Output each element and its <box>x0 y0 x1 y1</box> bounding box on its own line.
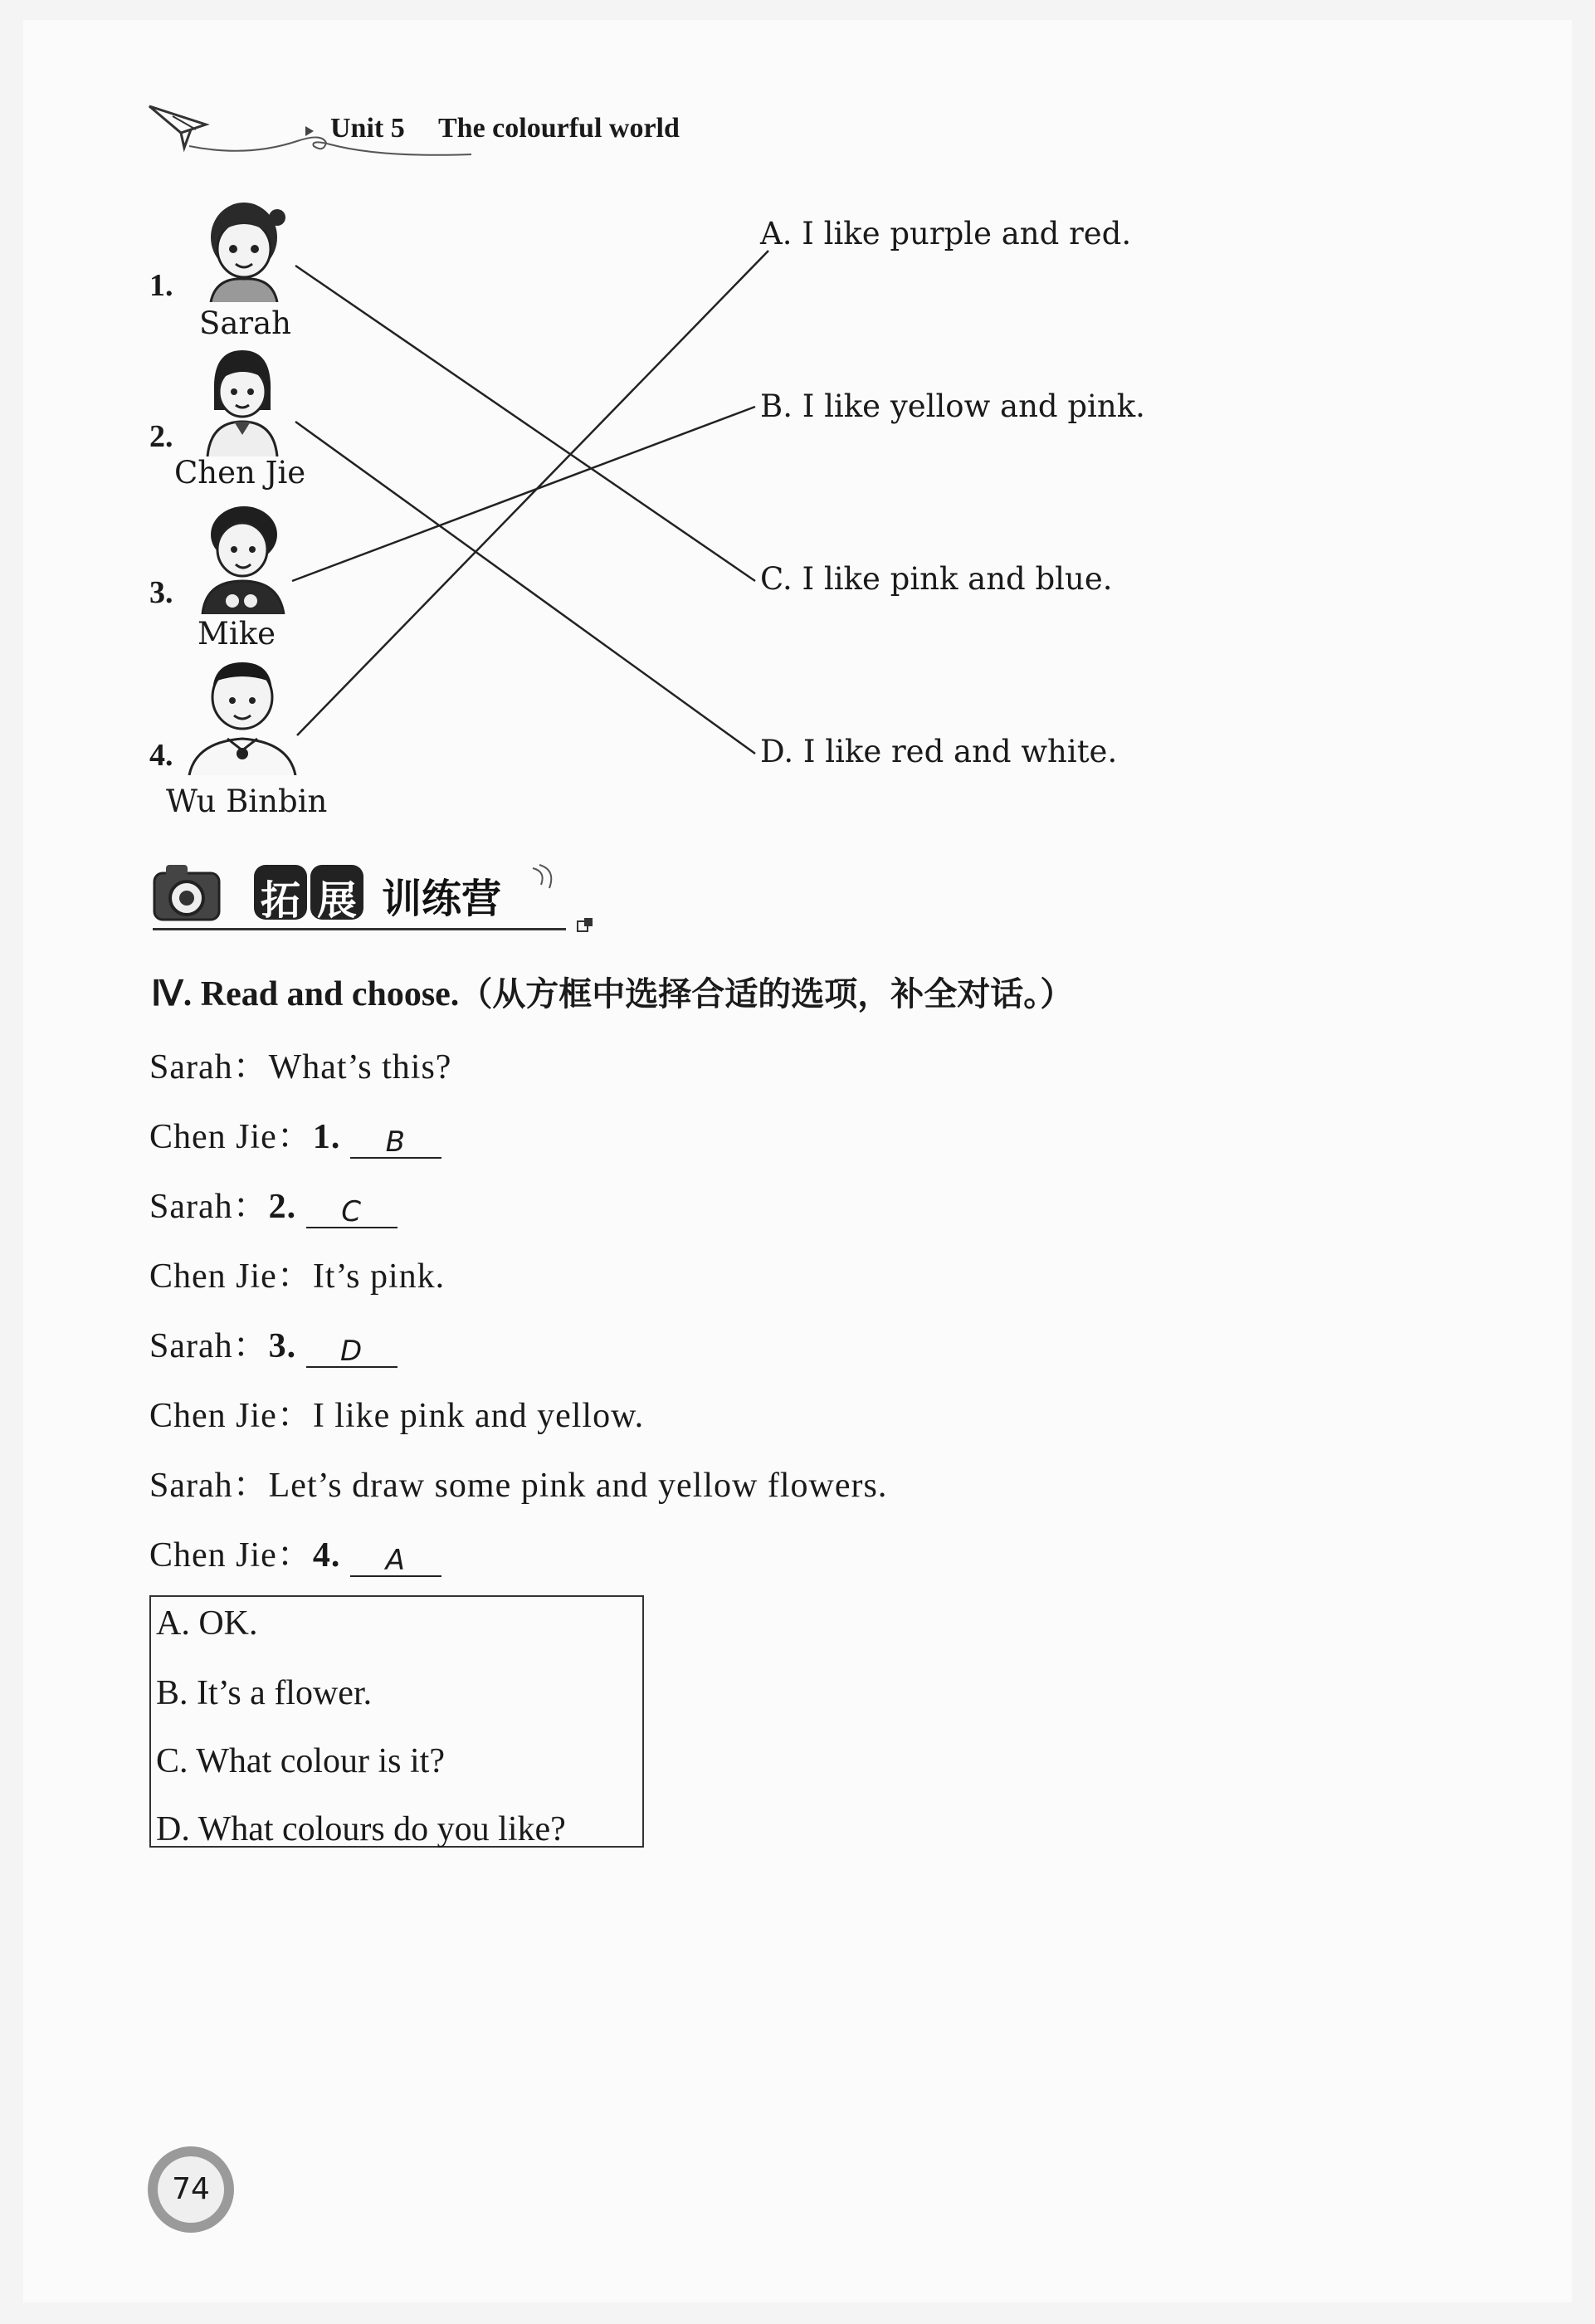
speaker: Sarah： <box>149 1188 269 1226</box>
dialogue-line-4 <box>149 1248 445 1298</box>
dialogue-line-1 <box>149 1039 451 1089</box>
unit-label: Unit 5 <box>330 113 405 144</box>
banner-badge-1-text: 拓 <box>261 877 301 924</box>
answer-blank-3[interactable] <box>306 1328 398 1368</box>
speaker: Sarah： <box>149 1327 269 1365</box>
page-number: 74 <box>158 2156 224 2223</box>
match-option-d: D. I like red and white. <box>760 734 1118 769</box>
speaker: Chen Jie： <box>149 1536 313 1575</box>
speaker: Sarah： <box>149 1048 269 1086</box>
child-name-mike: Mike <box>198 616 276 652</box>
answer-4: A <box>385 1544 406 1577</box>
answer-3: D <box>340 1335 363 1368</box>
banner-badge-2-text: 展 <box>317 877 358 924</box>
answer-blank-4[interactable] <box>350 1537 441 1577</box>
question-number: 1. <box>312 1118 341 1156</box>
match-option-a: A. I like purple and red. <box>760 216 1132 251</box>
child-name-chen-jie: Chen Jie <box>174 455 306 491</box>
section-instruction: （从方框中选择合适的选项，补全对话。） <box>459 975 1074 1013</box>
answer-1: B <box>385 1125 406 1159</box>
camera-icon <box>149 855 224 930</box>
corner-mark-icon <box>576 916 594 935</box>
item-number-3: 3. <box>149 575 173 610</box>
question-number: 4. <box>312 1536 341 1575</box>
match-line-2-d <box>295 422 755 754</box>
child-name-wu-binbin: Wu Binbin <box>166 784 328 819</box>
dialogue-line-7 <box>149 1457 887 1507</box>
speaker: Chen Jie： <box>149 1118 313 1156</box>
dialogue-text: I like pink and yellow. <box>312 1397 645 1435</box>
dialogue-line-3 <box>149 1179 398 1228</box>
question-number: 3. <box>268 1327 297 1365</box>
dialogue-line-8 <box>149 1527 441 1577</box>
matching-lines <box>0 0 1595 830</box>
answer-2: C <box>341 1195 363 1228</box>
match-line-4-a <box>297 251 768 735</box>
match-option-c: C. I like pink and blue. <box>760 561 1113 597</box>
choice-d: D. What colours do you like? <box>156 1810 566 1848</box>
section-heading <box>151 968 1073 1015</box>
choice-b: B. It’s a flower. <box>156 1674 373 1712</box>
answer-blank-2[interactable] <box>306 1189 398 1228</box>
banner-title: 训练营 <box>382 876 502 922</box>
match-option-b: B. I like yellow and pink. <box>760 388 1145 424</box>
match-line-3-b <box>292 407 755 581</box>
answer-blank-1[interactable] <box>350 1119 441 1159</box>
item-number-4: 4. <box>149 738 173 773</box>
item-number-1: 1. <box>149 268 173 303</box>
choices-box <box>149 1595 644 1848</box>
sound-wave-icon <box>528 863 561 890</box>
section-numeral: Ⅳ <box>151 975 183 1013</box>
page-number-badge <box>148 2146 234 2233</box>
dialogue-text: It’s pink. <box>312 1257 446 1296</box>
banner-underline <box>153 928 566 930</box>
speaker: Chen Jie： <box>149 1257 313 1296</box>
choice-c: C. What colour is it? <box>156 1742 445 1780</box>
speaker: Sarah： <box>149 1467 269 1505</box>
child-name-sarah: Sarah <box>199 305 291 341</box>
speaker: Chen Jie： <box>149 1397 313 1435</box>
section-title-text: . Read and choose. <box>183 975 460 1013</box>
choice-a: A. OK. <box>156 1604 258 1643</box>
dialogue-text: What’s this? <box>268 1048 452 1086</box>
unit-title: The colourful world <box>438 113 680 144</box>
match-line-1-c <box>295 266 755 581</box>
item-number-2: 2. <box>149 419 173 454</box>
question-number: 2. <box>268 1188 297 1226</box>
dialogue-line-5 <box>149 1318 398 1368</box>
dialogue-line-6 <box>149 1388 644 1438</box>
dialogue-line-2 <box>149 1109 441 1159</box>
dialogue-text: Let’s draw some pink and yellow flowers. <box>268 1467 888 1505</box>
